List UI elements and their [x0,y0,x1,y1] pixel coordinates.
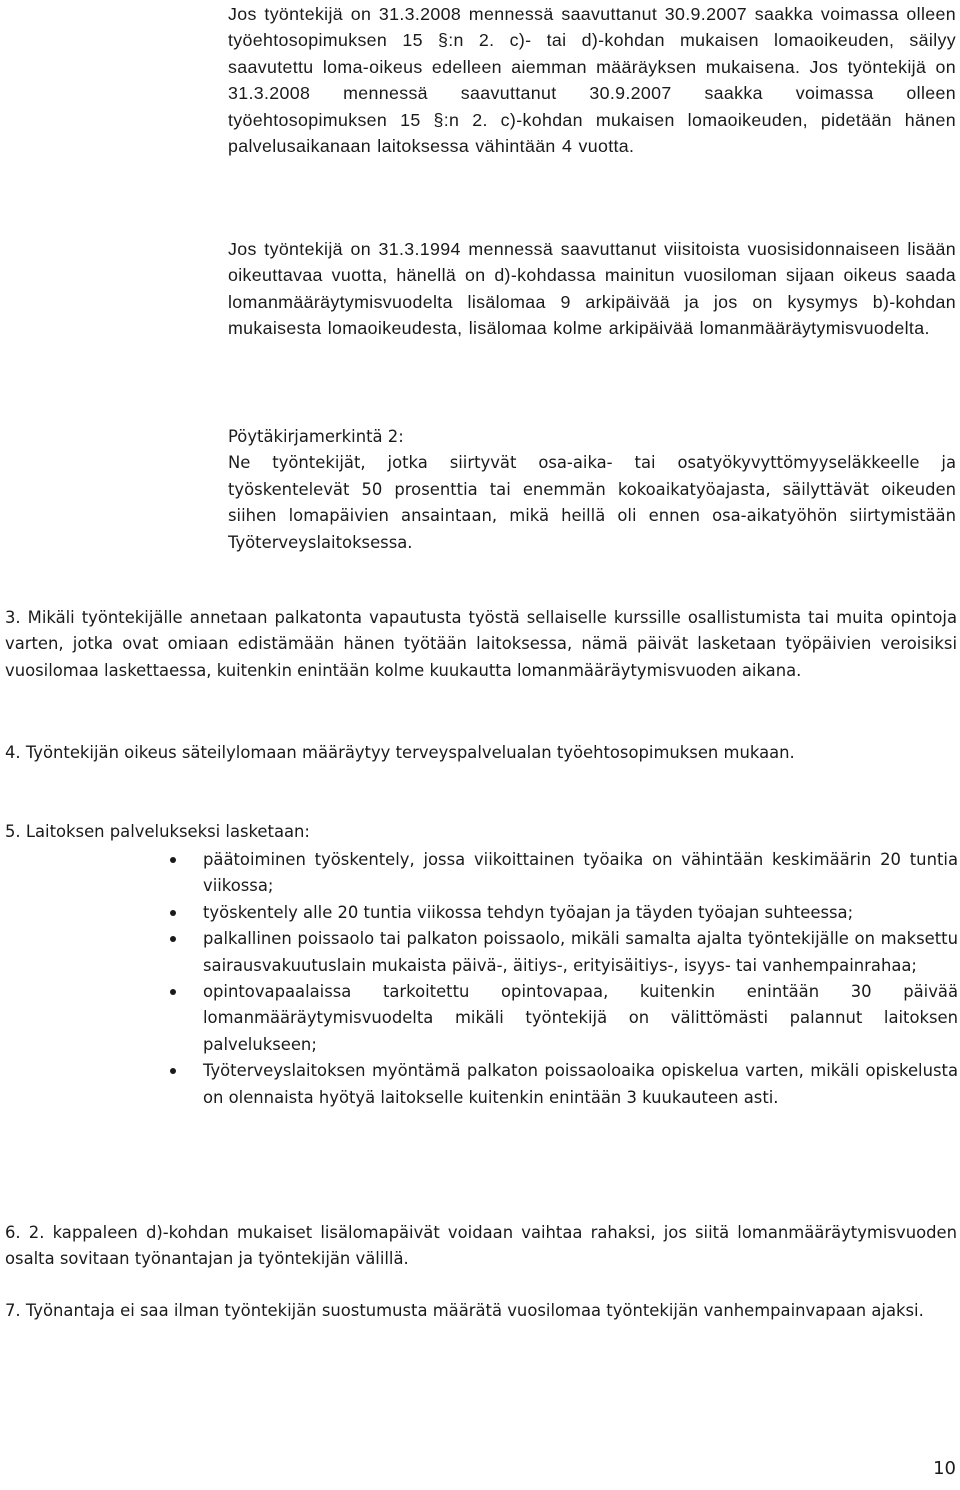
list-item-text: Työterveyslaitoksen myöntämä palkaton poissaoloaika opiskelua varten, mikäli opiskelusta on olennaista hyötyä laitokselle kuitenkin enintään 3 kuukauteen asti. [203,1061,958,1107]
transition-paragraph-2 [228,236,956,342]
protocol-note [228,424,956,556]
list-item [160,847,958,900]
bullet-icon [170,1068,176,1074]
paragraph-text: Jos työntekijä on 31.3.2008 mennessä saavuttanut 30.9.2007 saakka voimassa olleen työehtosopimuksen 15 §:n 2. c)- tai d)-kohdan mukaisen lomaoikeuden, säilyy saavutettu loma-oikeus edelleen aiemman määräyksen mukaisena. Jos työntekijä on 31.3.2008 mennessä saavuttanut 30.9.2007 saakka voimassa olleen työehtosopimuksen 15 §:n 2. c)-kohdan mukaisen lomaoikeuden, pidetään hänen palvelusaikanaan laitoksessa vähintään 4 vuotta. [228,4,956,157]
bullet-icon [170,910,176,916]
list-item [160,926,958,979]
list-item-text: palkallinen poissaolo tai palkaton poissaolo, mikäli samalta ajalta työntekijälle on maksettu sairausvakuutuslain mukaista päivä-, äitiys-, erityisäitiys-, isyys- tai vanhempainrahaa; [203,929,958,975]
page-number: 10 [933,1458,956,1479]
section-4 [5,740,957,766]
bullet-icon [170,989,176,995]
section-3 [5,605,957,684]
section-4-text: 4. Työntekijän oikeus säteilylomaan määräytyy terveyspalvelualan työehtosopimuksen mukaan. [5,743,795,762]
section-7-text: 7. Työnantaja ei saa ilman työntekijän suostumusta määrätä vuosilomaa työntekijän vanhempainvapaan ajaksi. [5,1301,924,1320]
list-item [160,979,958,1058]
bullet-icon [170,857,176,863]
list-item [160,1058,958,1111]
list-item-text: päätoiminen työskentely, jossa viikoittainen työaika on vähintään keskimäärin 20 tuntia viikossa; [203,850,958,896]
list-item-text: opintovapaalaissa tarkoitettu opintovapaa, kuitenkin enintään 30 päivää lomanmääräytymisvuodelta mikäli työntekijä on välittömästi palannut laitoksen palvelukseen; [203,982,958,1054]
note-body: Ne työntekijät, jotka siirtyvät osa-aika- tai osatyökyvyttömyyseläkkeelle ja työskentelevät 50 prosenttia tai enemmän kokoaikatyöajasta, säilyttävät oikeuden siihen lomapäivien ansaintaan, mikä heillä oli ennen osa-aikatyöhön siirtymistään Työterveyslaitoksessa. [228,453,956,552]
list-item-text: työskentely alle 20 tuntia viikossa tehdyn työajan ja täyden työajan suhteessa; [203,902,854,922]
note-heading: Pöytäkirjamerkintä 2: [228,427,404,446]
section-3-text: 3. Mikäli työntekijälle annetaan palkatonta vapautusta työstä sellaiselle kurssille osallistumista tai muita opintoja varten, jotka ovat omiaan edistämään hänen työtään laitoksessa, nämä päivät lasketaan työpäivien veroisiksi vuosilomaa laskettaessa, kuitenkin enintään kolme kuukautta lomanmääräytymisvuoden aikana. [5,608,957,680]
section-7 [5,1298,957,1324]
bullet-icon [170,936,176,942]
list-item [160,900,958,926]
section-5 [5,819,957,845]
paragraph-text: Jos työntekijä on 31.3.1994 mennessä saavuttanut viisitoista vuosisidonnaiseen lisään oikeuttavaa vuotta, hänellä on d)-kohdassa mainitun vuosiloman sijaan oikeus saada lomanmääräytymisvuodelta lisälomaa 9 arkipäivää ja jos on kysymys b)-kohdan mukaisesta lomaoikeudesta, lisälomaa kolme arkipäivää lomanmääräytymisvuodelta. [228,239,956,339]
section-5-heading: 5. Laitoksen palvelukseksi lasketaan: [5,822,310,841]
transition-paragraph-1 [228,1,956,159]
section-6-text: 6. 2. kappaleen d)-kohdan mukaiset lisälomapäivät voidaan vaihtaa rahaksi, jos siitä lomanmääräytymisvuoden osalta sovitaan työnantajan ja työntekijän välillä. [5,1223,957,1269]
section-6 [5,1220,957,1273]
service-bullet-list [160,847,958,1111]
